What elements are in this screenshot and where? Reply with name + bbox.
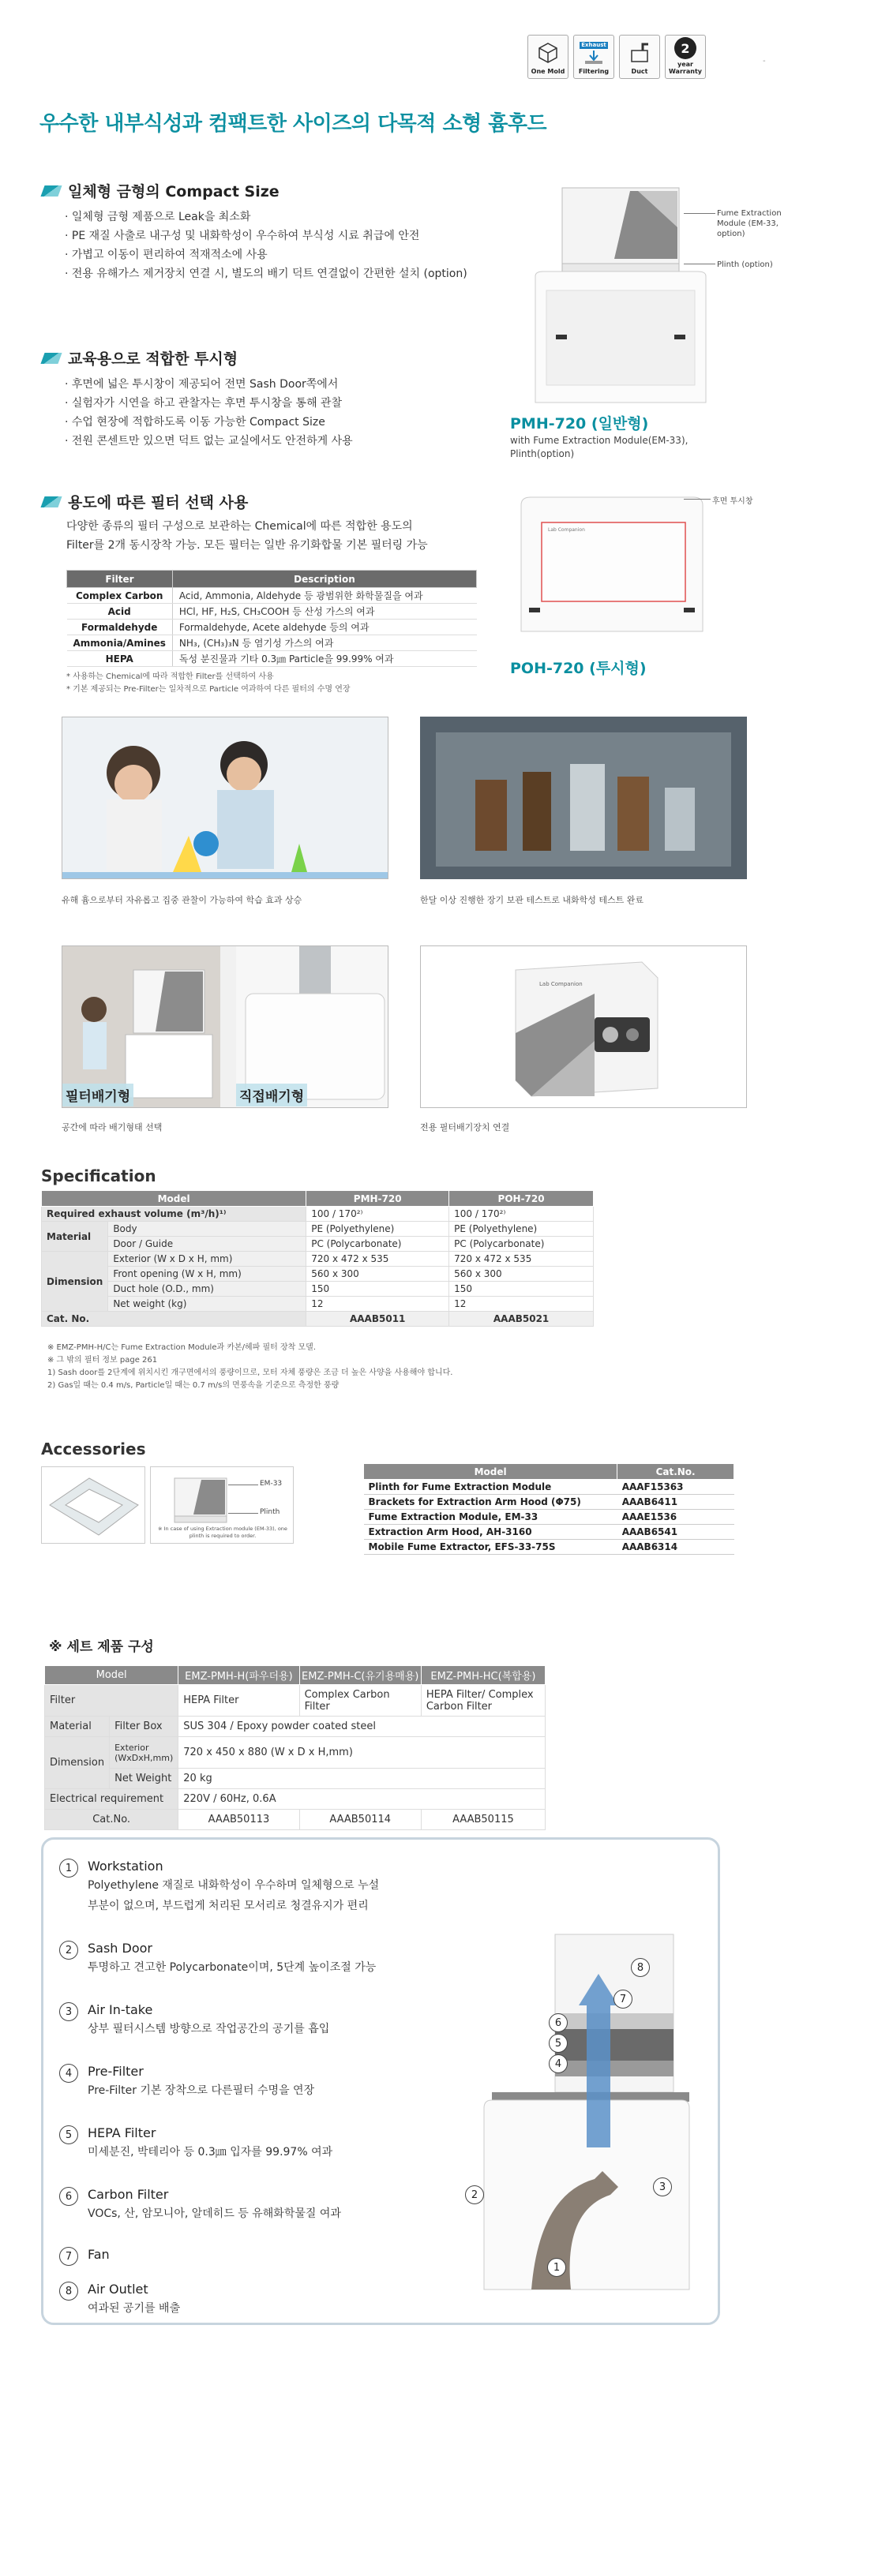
pmh-model-sub: with Fume Extraction Module(EM-33), Plinth(option) — [510, 435, 689, 459]
label-em33: EM-33 — [260, 1480, 283, 1488]
table-row: Cat. No. AAAB5011 AAAB5021 — [42, 1312, 594, 1327]
poh-720-image — [513, 489, 711, 639]
list-item: · 일체형 금형 제품으로 Leak을 최소화 — [58, 208, 469, 227]
accessory-module-image — [150, 1466, 294, 1544]
feature-air-intake: 3 Air In-take 상부 필터시스템 방향으로 작업공간의 공기를 흡입 — [59, 2002, 329, 2039]
section-marker-icon — [40, 353, 62, 364]
spec-heading: Specification — [41, 1166, 156, 1185]
section-marker-icon — [40, 185, 62, 197]
feature-carbon-filter: 6 Carbon Filter VOCs, 산, 암모니아, 알데히드 등 유해화학물질 여과 — [59, 2187, 341, 2224]
page-title: 우수한 내부식성과 컴팩트한 사이즈의 다목적 소형 흄후드 — [39, 112, 547, 136]
diagram-callout: 8 — [631, 1958, 650, 1977]
table-row: Net Weight 20 kg — [45, 1769, 546, 1789]
filter-icon — [582, 49, 606, 65]
column-header: PMH-720 — [306, 1191, 449, 1207]
plinth-illustration — [42, 1467, 146, 1544]
table-row: Front opening (W x H, mm) 560 x 300 560 x 300 — [42, 1267, 594, 1282]
table-row: Material Filter Box SUS 304 / Epoxy powder coated steel — [45, 1717, 546, 1737]
features-box — [41, 1837, 720, 2325]
column-header: EMZ-PMH-C(유기용매용) — [299, 1666, 421, 1685]
pmh-model-title: PMH-720 (일반형) — [510, 415, 649, 432]
table-row: Duct hole (O.D., mm) 150 150 — [42, 1282, 594, 1297]
badge-duct: Duct — [619, 35, 660, 79]
list-item: · 실험자가 시연을 하고 관찰자는 후면 투시창을 통해 관찰 — [58, 394, 469, 413]
photo-caption: 유해 흄으로부터 자유롭고 집중 관찰이 가능하여 학습 효과 상승 — [62, 895, 302, 905]
column-header: Filter — [67, 571, 173, 588]
pmh-720-image — [520, 180, 717, 409]
table-row: Required exhaust volume (m³/h)¹⁾ 100 / 170²⁾ 100 / 170²⁾ — [42, 1207, 594, 1222]
table-row: HEPA 독성 분진물과 기타 0.3㎛ Particle을 99.99% 여과 — [67, 651, 477, 667]
table-row: Plinth for Fume Extraction Module AAAF15363 — [364, 1480, 734, 1495]
section-compact — [43, 180, 469, 283]
airflow-diagram — [460, 1911, 697, 2305]
photo-caption: 한달 이상 진행한 장기 보관 테스트로 내화학성 테스트 완료 — [420, 895, 643, 905]
table-row: Dimension Exterior (W x D x H, mm) 720 x 472 x 535 720 x 472 x 535 — [42, 1252, 594, 1267]
diagram-callout: 1 — [547, 2258, 566, 2277]
duct-icon — [628, 41, 651, 65]
photo-students — [62, 717, 388, 879]
airflow-illustration — [460, 1911, 697, 2305]
table-row: Door / Guide PC (Polycarbonate) PC (Polycarbonate) — [42, 1237, 594, 1252]
table-row: Formaldehyde Formaldehyde, Acete aldehyde 등의 여과 — [67, 620, 477, 635]
tag-filter-exhaust: 필터배기형 — [62, 1084, 133, 1106]
badge-filtering: Exhaust Filtering — [573, 35, 614, 79]
callout-line — [684, 213, 715, 214]
table-row: Electrical requirement 220V / 60Hz, 0.6A — [45, 1789, 546, 1810]
section-heading: 일체형 금형의 Compact Size — [68, 183, 280, 200]
table-row: Cat.No. AAAB50113 AAAB50114 AAAB50115 — [45, 1810, 546, 1830]
page-mark: - — [763, 57, 766, 66]
table-row: Acid HCl, HF, H₂S, CH₃COOH 등 산성 가스의 여과 — [67, 604, 477, 620]
list-item: · 수업 현장에 적합하도록 이동 가능한 Compact Size — [58, 413, 469, 432]
photo-storage-test — [420, 717, 747, 879]
table-row: Material Body PE (Polyethylene) PE (Polyethylene) — [42, 1222, 594, 1237]
spec-notes: ※ EMZ-PMH-H/C는 Fume Extraction Module과 카본/헤파 필터 장착 모델. ※ 그 밖의 필터 정보 page 261 1) Sash door를 2단계에 위치시킨 개구면에서의 풍량이므로, 모터 자체 풍량은 조금 더 높은 사양을 사용해야 합니다. 2) Gas일 때는 0.4 m/s, Particle일 때는 0.7 m/s의 면풍속을 기준으로 측정한 풍량 — [47, 1343, 453, 1390]
poh-model-title: POH-720 (투시형) — [510, 660, 647, 677]
accessories-heading: Accessories — [41, 1440, 146, 1458]
fume-hood-illustration — [520, 180, 717, 409]
section-heading: 교육용으로 적합한 투시형 — [68, 350, 238, 368]
filter-notes: * 사용하는 Chemical에 따라 적합한 Filter를 선택하여 사용 * 기본 제공되는 Pre-Filter는 일차적으로 Particle 여과하여 다른 필터의 수명 연장 — [66, 672, 351, 694]
table-row: Complex Carbon Acid, Ammonia, Aldehyde 등 광범위한 화학물질을 여과 — [67, 588, 477, 604]
filter-unit-brand: Lab Companion — [539, 981, 583, 987]
feature-hepa-filter: 5 HEPA Filter 미세분진, 박테리아 등 0.3㎛ 입자를 99.97% 여과 — [59, 2125, 332, 2162]
section-paragraph: 다양한 종류의 필터 구성으로 보관하는 Chemical에 따른 적합한 용도의 — [66, 520, 413, 533]
spec-table — [41, 1190, 594, 1327]
accessory-note: ※ In case of using Extraction module (EM-33), one plinth is required to order. — [158, 1526, 287, 1539]
column-header: Cat.No. — [617, 1464, 734, 1480]
warranty-icon: 2 — [674, 37, 696, 59]
list-item: · 가볍고 이동이 편리하여 적재적소에 사용 — [58, 245, 469, 264]
cube-icon — [536, 41, 560, 65]
column-header: Model — [364, 1464, 617, 1480]
column-header: Model — [42, 1191, 306, 1207]
diagram-callout: 7 — [613, 1990, 632, 2009]
table-row: Fume Extraction Module, EM-33 AAAE1536 — [364, 1510, 734, 1525]
accessory-plinth-image — [41, 1466, 145, 1544]
diagram-callout: 3 — [653, 2177, 672, 2196]
column-header: Model — [45, 1666, 178, 1685]
table-row: Net weight (kg) 12 12 — [42, 1297, 594, 1312]
feature-air-outlet: 8 Air Outlet 여과된 공기를 배출 — [59, 2282, 180, 2319]
diagram-callout: 2 — [465, 2185, 484, 2204]
feature-pre-filter: 4 Pre-Filter Pre-Filter 기본 장착으로 다른필터 수명을 연장 — [59, 2064, 314, 2101]
chemical-bottles-image — [420, 717, 747, 879]
filter-table — [66, 570, 477, 667]
section-education — [43, 347, 469, 451]
tag-direct-exhaust: 직접배기형 — [236, 1084, 307, 1106]
photo-caption: 공간에 따라 배기형태 선택 — [62, 1122, 163, 1133]
label-fume-module: Fume Extraction Module (EM-33, option) — [717, 209, 782, 238]
section-heading: 용도에 따른 필터 선택 사용 — [68, 494, 249, 511]
table-row: Filter HEPA Filter Complex Carbon Filter HEPA Filter/ Complex Carbon Filter — [45, 1685, 546, 1717]
list-item: · 전원 콘센트만 있으면 덕트 없는 교실에서도 안전하게 사용 — [58, 432, 469, 451]
table-row: Mobile Fume Extractor, EFS-33-75S AAAB6314 — [364, 1540, 734, 1555]
table-row: Brackets for Extraction Arm Hood (Φ75) AAAB6411 — [364, 1495, 734, 1510]
badge-warranty: 2 year Warranty — [665, 35, 706, 79]
column-header: EMZ-PMH-HC(복합용) — [421, 1666, 545, 1685]
diagram-callout: 6 — [549, 2013, 568, 2032]
photo-exhaust-types — [62, 945, 388, 1108]
column-header: EMZ-PMH-H(파우더용) — [178, 1666, 299, 1685]
table-row: Extraction Arm Hood, AH-3160 AAAB6541 — [364, 1525, 734, 1540]
accessories-table — [363, 1463, 734, 1555]
set-heading: ※ 세트 제품 구성 — [49, 1639, 154, 1655]
set-table — [44, 1665, 546, 1830]
students-image — [62, 717, 388, 879]
list-item: · 전용 유해가스 제거장치 연결 시, 별도의 배기 덕트 연결없이 간편한 설치 (option) — [58, 264, 469, 283]
feature-sash-door: 2 Sash Door 투명하고 견고한 Polycarbonate이며, 5단계 높이조절 가능 — [59, 1941, 376, 1978]
diagram-callout: 5 — [549, 2034, 568, 2053]
feature-badges — [527, 35, 706, 79]
diagram-callout: 4 — [549, 2054, 568, 2073]
photo-filter-unit — [420, 945, 747, 1108]
label-rear-window: 후면 투시창 — [712, 497, 753, 506]
table-row: Dimension Exterior (WxDxH,mm) 720 x 450 x 880 (W x D x H,mm) — [45, 1737, 546, 1769]
section-filter — [43, 491, 428, 555]
feature-fan: 7 Fan — [59, 2247, 110, 2266]
feature-workstation: 1 Workstation Polyethylene 재질로 내화학성이 우수하며 일체형으로 누설 부분이 없으며, 부드럽게 처리된 모서리로 청결유지가 편리 — [59, 1859, 379, 1916]
poh-brand: Lab Companion — [548, 527, 585, 533]
list-item: · PE 재질 사출로 내구성 및 내화학성이 우수하여 부식성 시료 취급에 안전 — [58, 227, 469, 245]
photo-caption: 전용 필터배기장치 연결 — [420, 1122, 510, 1133]
section-marker-icon — [40, 496, 62, 507]
list-item: · 후면에 넓은 투시창이 제공되어 전면 Sash Door쪽에서 — [58, 375, 469, 394]
column-header: Description — [172, 571, 476, 588]
section-paragraph: Filter를 2개 동시장착 가능. 모든 필터는 일반 유기화합물 기본 필터링 가능 — [66, 539, 428, 552]
label-plinth: Plinth — [260, 1508, 280, 1516]
column-header: POH-720 — [449, 1191, 594, 1207]
label-plinth: Plinth (option) — [717, 260, 773, 269]
table-row: Ammonia/Amines NH₃, (CH₃)₃N 등 염기성 가스의 여과 — [67, 635, 477, 651]
filter-unit-image — [421, 946, 747, 1108]
transparent-hood-illustration — [513, 489, 711, 639]
badge-one-mold: One Mold — [527, 35, 568, 79]
callout-line — [228, 1513, 258, 1514]
callout-line — [684, 499, 711, 500]
